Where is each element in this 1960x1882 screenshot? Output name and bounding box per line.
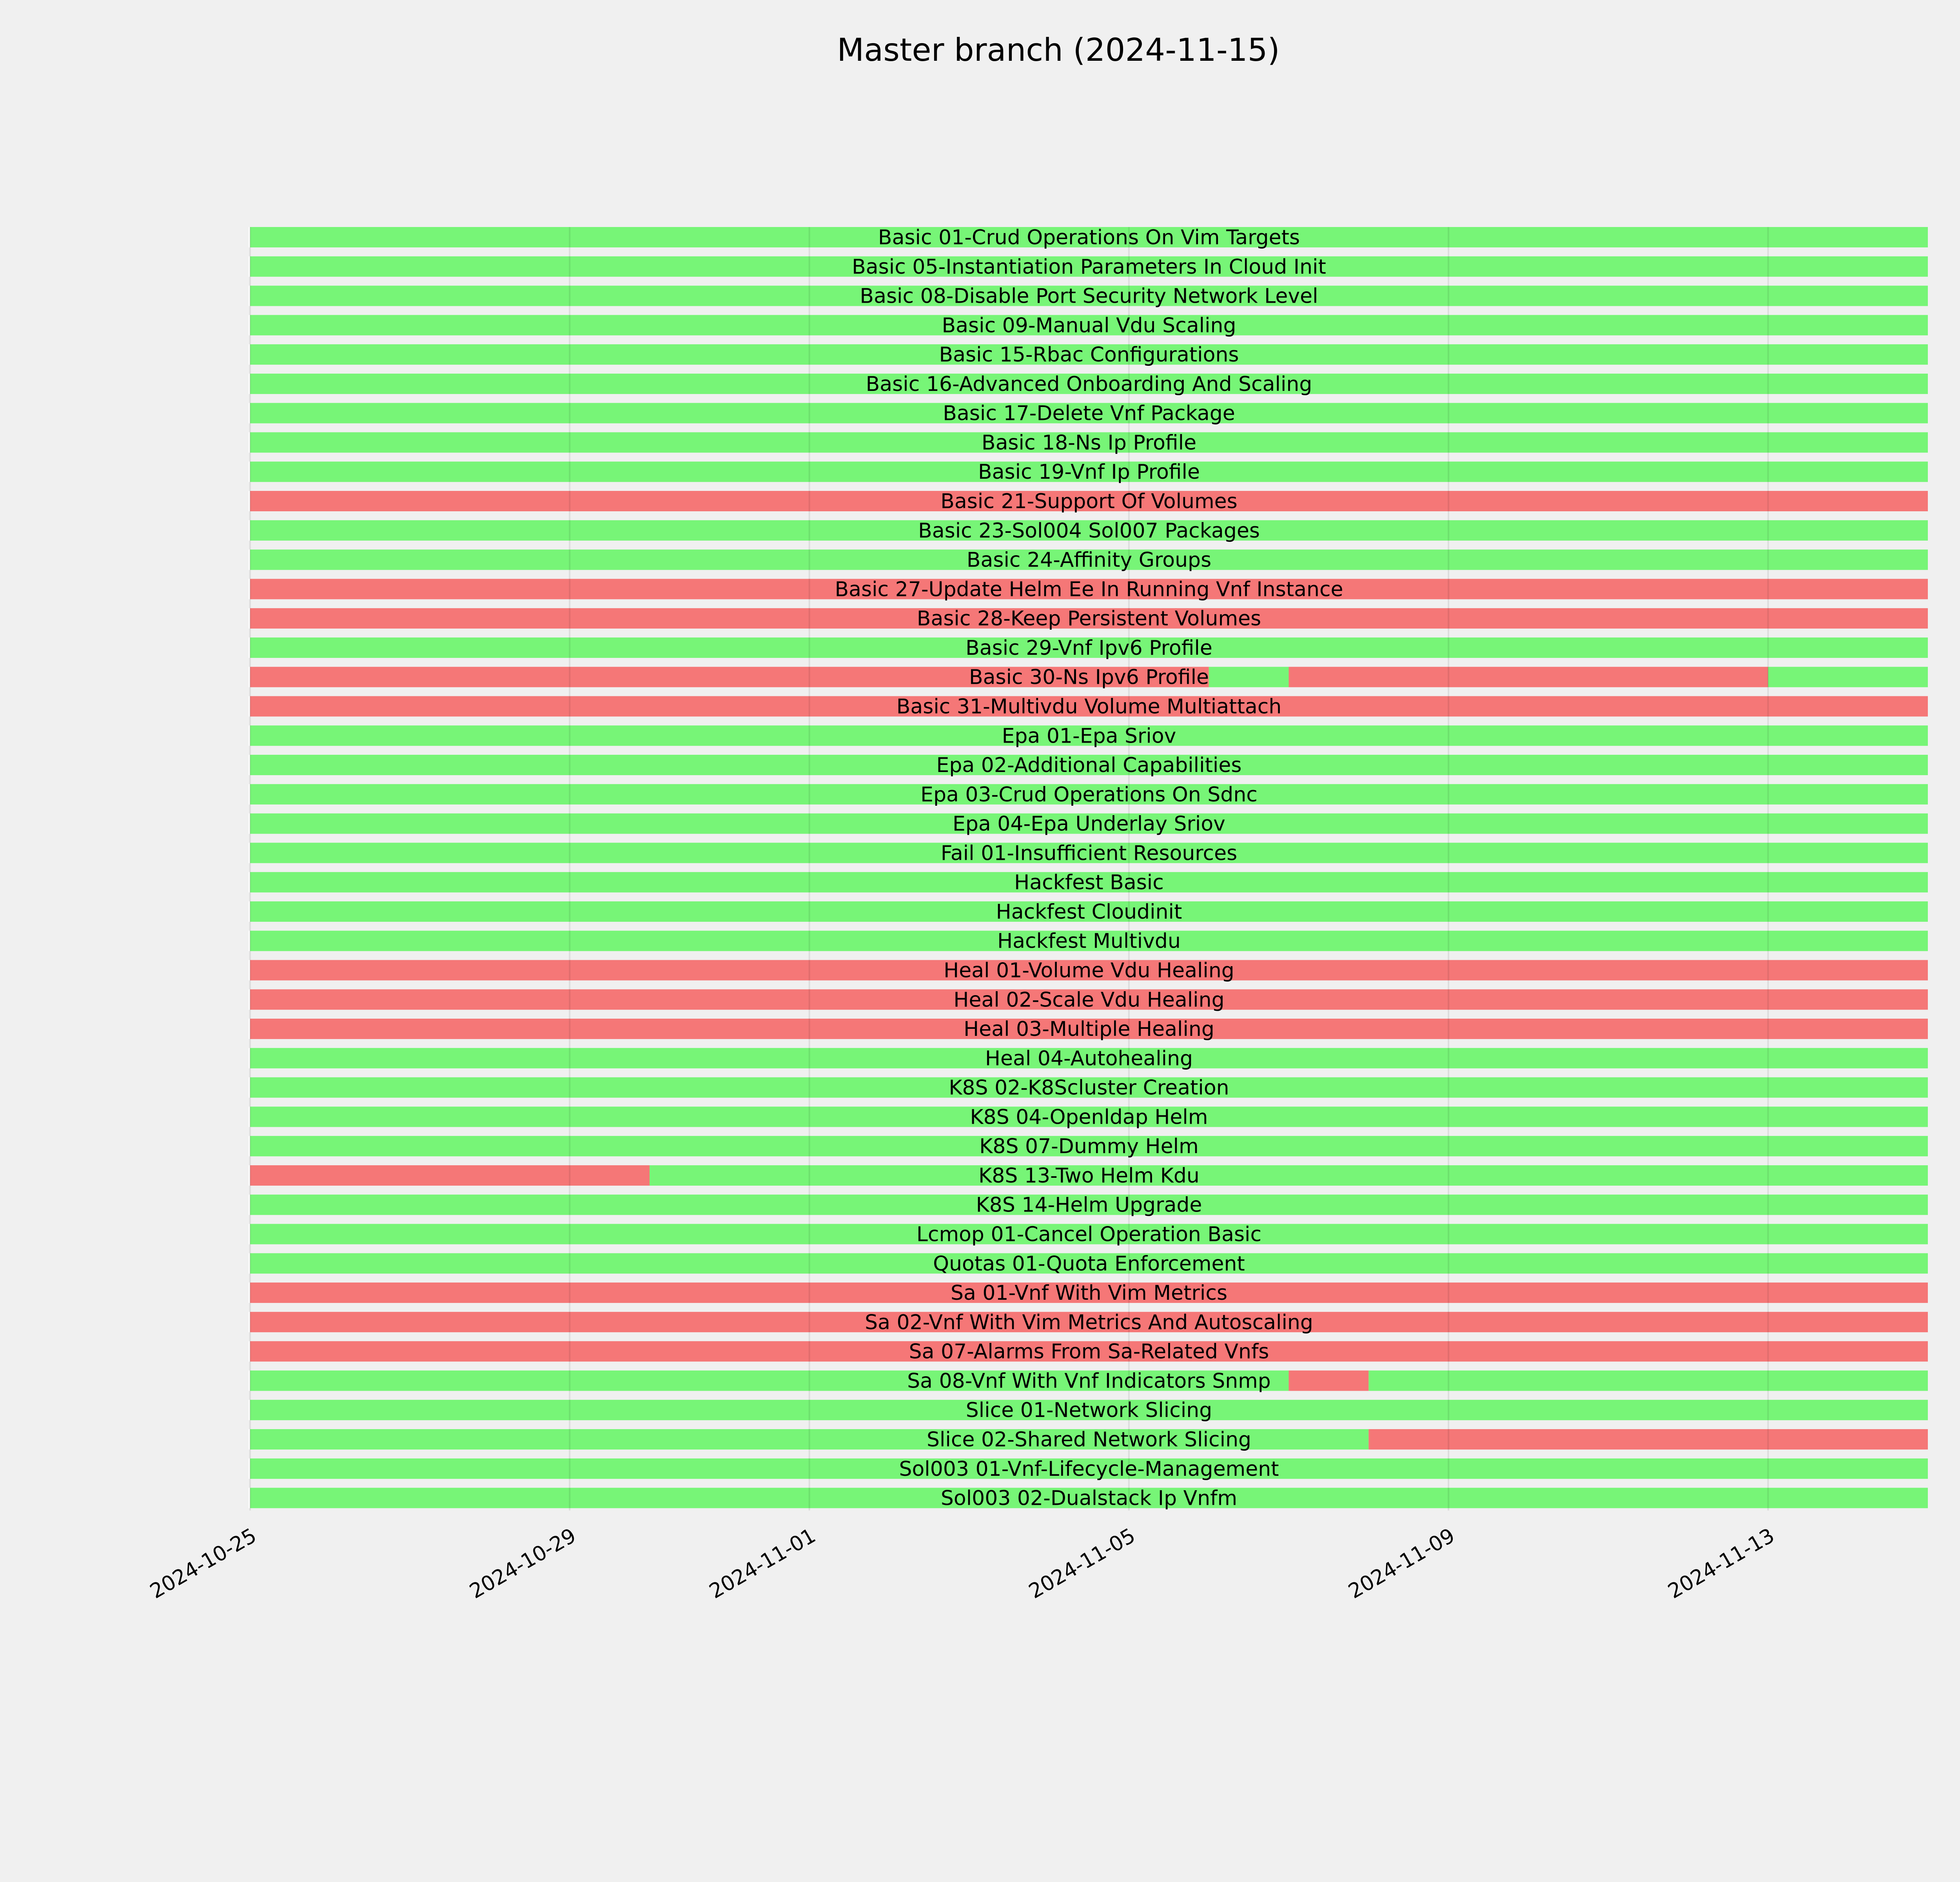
bar-label: Sol003 02-Dualstack Ip Vnfm [940,1486,1238,1510]
bar-label: Epa 04-Epa Underlay Sriov [953,812,1225,836]
bar-label: Heal 03-Multiple Healing [964,1017,1214,1041]
bar-segment-fail [1289,1370,1369,1391]
bar-label: K8S 02-K8Scluster Creation [949,1076,1229,1100]
x-tick-label: 2024-11-13 [1664,1524,1779,1604]
bar-label: Basic 21-Support Of Volumes [940,490,1238,514]
bar-label: Heal 02-Scale Vdu Healing [953,988,1225,1012]
x-tick-label: 2024-10-25 [146,1524,261,1604]
bar-label: Sa 01-Vnf With Vim Metrics [950,1281,1228,1305]
x-tick-label: 2024-11-05 [1025,1524,1140,1604]
x-tick-label: 2024-11-09 [1344,1524,1459,1604]
chart-title: Master branch (2024-11-15) [837,32,1280,68]
bar-segment-fail [1368,1429,1928,1450]
bar-label: Basic 19-Vnf Ip Profile [978,460,1200,484]
bar-label: Basic 24-Affinity Groups [966,548,1212,572]
bar-label: Heal 04-Autohealing [985,1046,1193,1070]
bar-segment-fail [250,1165,650,1186]
bar-label: Basic 18-Ns Ip Profile [981,431,1197,455]
bar-label: Hackfest Multivdu [997,929,1181,953]
bar-label: K8S 07-Dummy Helm [979,1135,1199,1159]
bar-label: Sa 08-Vnf With Vnf Indicators Snmp [907,1369,1271,1393]
bar-label: Quotas 01-Quota Enforcement [933,1252,1245,1276]
bar-label: Basic 16-Advanced Onboarding And Scaling [866,372,1312,396]
bar-label: Epa 01-Epa Sriov [1002,724,1176,748]
bar-label: Epa 03-Crud Operations On Sdnc [920,783,1258,807]
bar-label: Heal 01-Volume Vdu Healing [944,959,1234,983]
x-tick-label: 2024-10-29 [466,1524,580,1604]
bar-label: Basic 31-Multivdu Volume Multiattach [896,695,1282,719]
bar-segment-pass [1368,1370,1928,1391]
bar-label: Basic 30-Ns Ipv6 Profile [969,665,1209,689]
bar-segment-pass [1768,667,1928,687]
bar-label: Basic 05-Instantiation Parameters In Cloud Init [852,255,1326,279]
bar-segment-pass [1209,667,1289,687]
x-tick-label: 2024-11-01 [705,1524,820,1604]
bar-label: K8S 14-Helm Upgrade [976,1193,1202,1217]
bar-label: Basic 29-Vnf Ipv6 Profile [965,636,1212,660]
bar-label: Sa 07-Alarms From Sa-Related Vnfs [909,1340,1269,1364]
bar-label: Sol003 01-Vnf-Lifecycle-Management [899,1457,1279,1481]
bar-label: Basic 28-Keep Persistent Volumes [916,607,1261,631]
bar-label: Lcmop 01-Cancel Operation Basic [916,1223,1262,1246]
bar-label: Hackfest Basic [1014,871,1164,895]
bar-label: Basic 27-Update Helm Ee In Running Vnf Instance [835,578,1343,601]
bar-label: Basic 23-Sol004 Sol007 Packages [918,519,1260,543]
bar-label: Basic 01-Crud Operations On Vim Targets [878,226,1300,249]
bar-label: Hackfest Cloudinit [996,900,1182,924]
bar-label: Slice 01-Network Slicing [965,1399,1212,1422]
bar-segment-fail [1289,667,1768,687]
bar-label: Fail 01-Insufficient Resources [940,841,1238,865]
bar-label: Basic 17-Delete Vnf Package [943,401,1235,425]
bar-label: Slice 02-Shared Network Slicing [926,1428,1252,1451]
bar-label: K8S 04-Openldap Helm [970,1105,1208,1129]
bar-label: Basic 15-Rbac Configurations [939,343,1239,367]
bar-segment-pass [650,1165,1928,1186]
bar-label: Epa 02-Additional Capabilities [936,754,1242,778]
bar-label: Basic 09-Manual Vdu Scaling [942,314,1236,338]
bar-label: Sa 02-Vnf With Vim Metrics And Autoscaling [865,1310,1313,1334]
bar-label: Basic 08-Disable Port Security Network Level [860,284,1318,308]
bar-label: K8S 13-Two Helm Kdu [978,1164,1200,1188]
